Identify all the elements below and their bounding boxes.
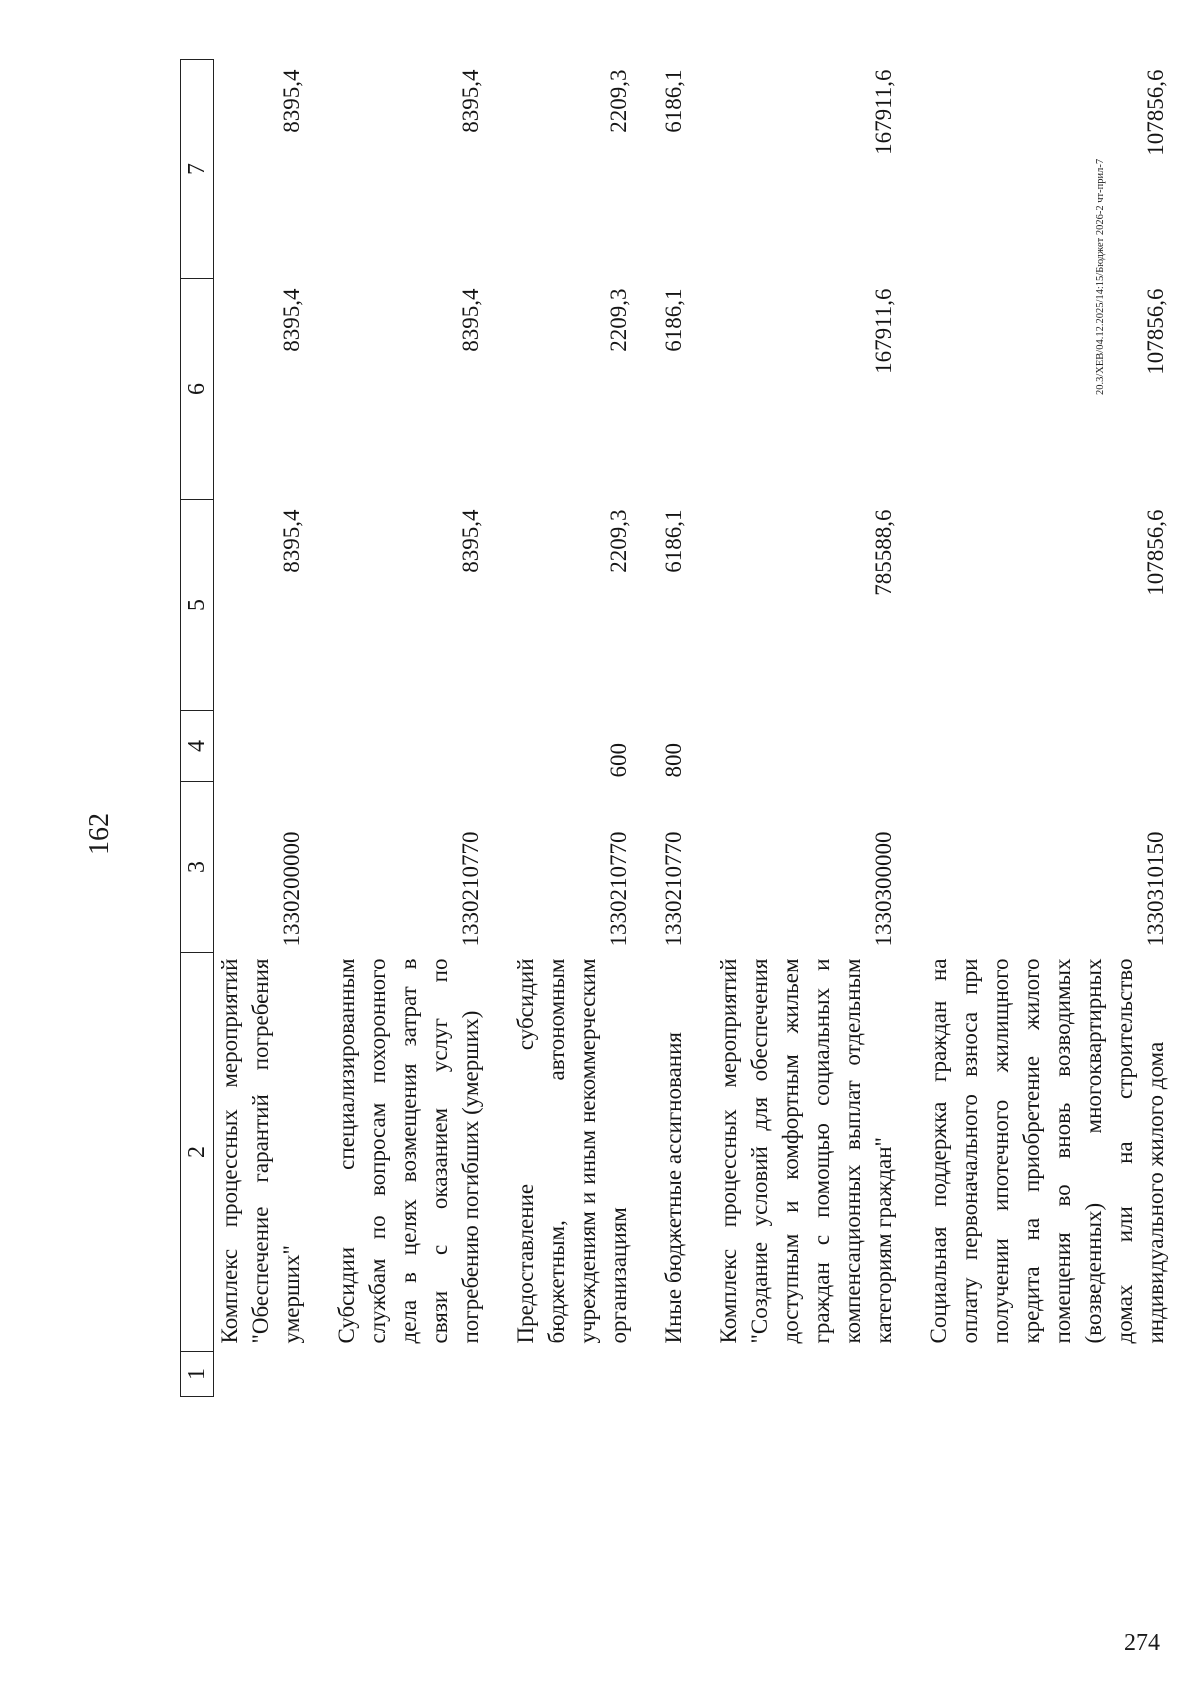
empty-cell [214,1352,314,1397]
row-expense-type [905,711,1177,782]
row-name: Комплекс процессных мероприятий "Обеспечение гарантий погребения умерших" [217,958,304,1344]
row-value-1: 8395,4 [279,509,304,573]
row-code: 1330210770 [606,831,631,947]
row-value-1: 2209,3 [606,509,631,573]
row-code: 1330210770 [661,831,686,947]
row-expense-type [313,711,492,782]
empty-cell [313,1352,492,1397]
row-value-3: 167911,6 [871,69,896,155]
table-row [905,60,1177,1397]
footer-code: 20.3/XEB/04.12.2025/14:15/Бюджет 2026-2 чт-прил-7 [1095,158,1106,395]
column-number: 3 [181,782,214,953]
row-code: 1330310150 [1143,831,1168,947]
empty-cell [640,1352,695,1397]
row-value-1: 785588,6 [871,509,896,596]
column-number: 6 [181,279,214,500]
row-expense-type [695,711,905,782]
page-number: 162 [84,813,115,855]
row-name: Предоставление субсидий бюджетным, автономным учреждениям и иным некоммерческим организациям [513,958,631,1344]
empty-cell [905,1352,1177,1397]
row-value-3: 8395,4 [279,69,304,133]
row-value-2: 167911,6 [871,288,896,374]
table-row [695,60,905,1397]
row-value-3: 8395,4 [458,69,483,133]
row-value-1: 8395,4 [458,509,483,573]
column-number: 7 [181,60,214,279]
column-number: 4 [181,711,214,782]
row-value-1: 107856,6 [1143,509,1168,596]
table-row [313,60,492,1397]
row-value-1: 6186,1 [661,509,686,573]
row-value-2: 8395,4 [279,288,304,352]
row-name: Комплекс процессных мероприятий "Создание условий для обеспечения доступным и комфортным жильем граждан с помощью социальных и компенсационных выплат отдельным категориям граждан" [716,958,896,1344]
row-name: Субсидии специализированным службам по вопросам похоронного дела в целях возмещения затрат в связи с оказанием услуг по погребению погибших (умерших) [334,958,483,1344]
table-row [492,60,640,1397]
row-expense-type: 600 [606,743,631,778]
table-row [214,60,314,1397]
empty-cell [695,1352,905,1397]
column-number-row [181,60,214,1397]
row-value-2: 6186,1 [661,288,686,352]
column-number: 2 [181,953,214,1352]
column-number: 1 [181,1352,214,1397]
row-name: Иные бюджетные ассигнования [661,1032,686,1344]
row-code: 1330210770 [458,831,483,947]
row-value-3: 107856,6 [1143,69,1168,156]
row-expense-type: 800 [661,743,686,778]
row-value-2: 107856,6 [1143,288,1168,375]
row-name: Социальная поддержка граждан на оплату первоначального взноса при получении ипотечного жилищного кредита на приобретение жилого помещения во вновь возводимых (возведенных) многоквартирных домах или на строительство индивидуального жилого дома [926,958,1168,1344]
sheet-number: 274 [1124,1630,1160,1656]
row-code: 1330300000 [871,831,896,947]
row-value-2: 8395,4 [458,288,483,352]
row-code: 1330200000 [279,831,304,947]
row-value-3: 2209,3 [606,69,631,133]
empty-cell [492,1352,640,1397]
table-row [640,60,695,1397]
row-value-2: 2209,3 [606,288,631,352]
row-expense-type [214,711,314,782]
row-value-3: 6186,1 [661,69,686,133]
column-number: 5 [181,500,214,711]
budget-table [180,59,1177,1397]
